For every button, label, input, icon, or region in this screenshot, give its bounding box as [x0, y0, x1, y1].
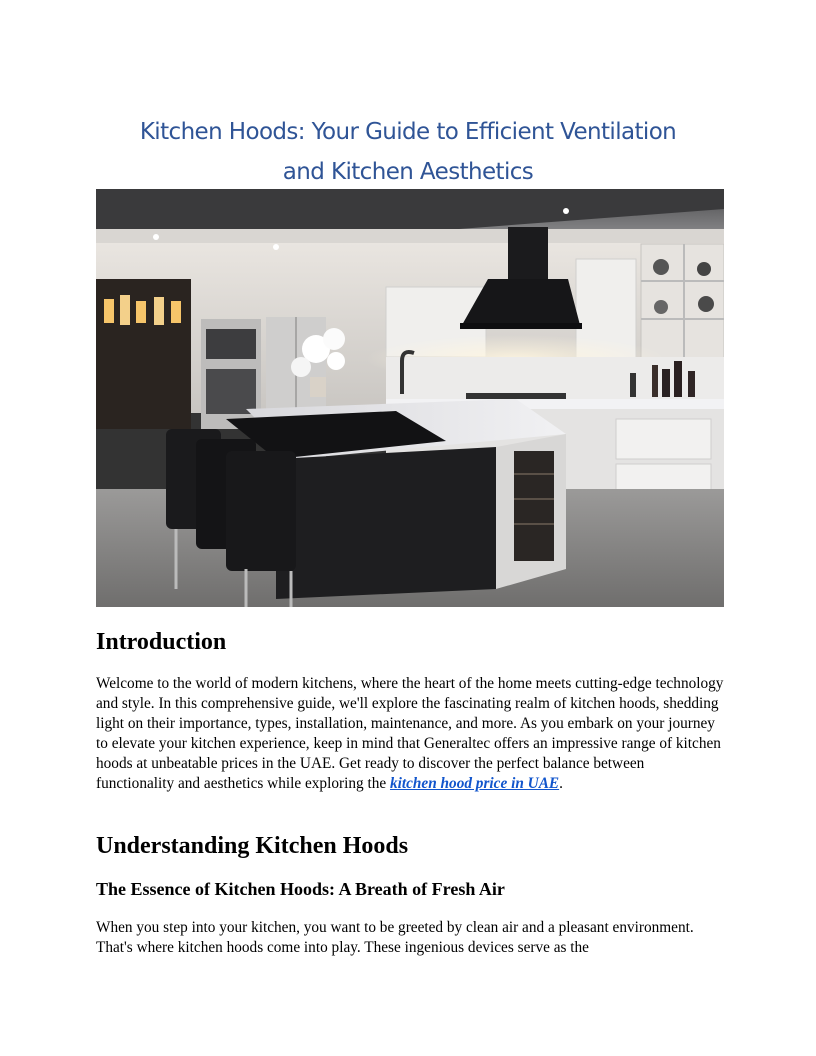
introduction-text: Welcome to the world of modern kitchens, where the heart of the home meets cutting-edge technology and style. In this comprehensive guide, we'll explore the fascinating realm of kitchen hoods, shedding light on their importance, types, installation, maintenance, and more. As you embark on your journey to elevate your kitchen experience, keep in mind that Generaltec offers an impressive range of kitchen hoods at unbeatable prices in the UAE. Get ready to discover the perfect balance between functionality and aesthetics while exploring the — [96, 675, 724, 792]
document-title — [96, 112, 720, 192]
introduction-heading: Introduction — [96, 629, 227, 655]
kitchen-photo-icon — [96, 189, 724, 607]
kitchen-photo — [96, 189, 724, 607]
kitchen-hood-price-link[interactable]: kitchen hood price in UAE — [389, 775, 560, 792]
introduction-text-end: . — [559, 775, 563, 792]
title-line-1: Kitchen Hoods: Your Guide to Efficient Ventilation — [139, 119, 677, 145]
understanding-heading: Understanding Kitchen Hoods — [96, 833, 409, 859]
introduction-paragraph — [96, 674, 724, 794]
essence-paragraph: When you step into your kitchen, you want to be greeted by clean air and a pleasant environment. That's where kitchen hoods come into play. These ingenious devices serve as the — [96, 919, 694, 956]
title-line-2: and Kitchen Aesthetics — [282, 159, 534, 185]
essence-subheading: The Essence of Kitchen Hoods: A Breath of Fresh Air — [96, 879, 505, 899]
